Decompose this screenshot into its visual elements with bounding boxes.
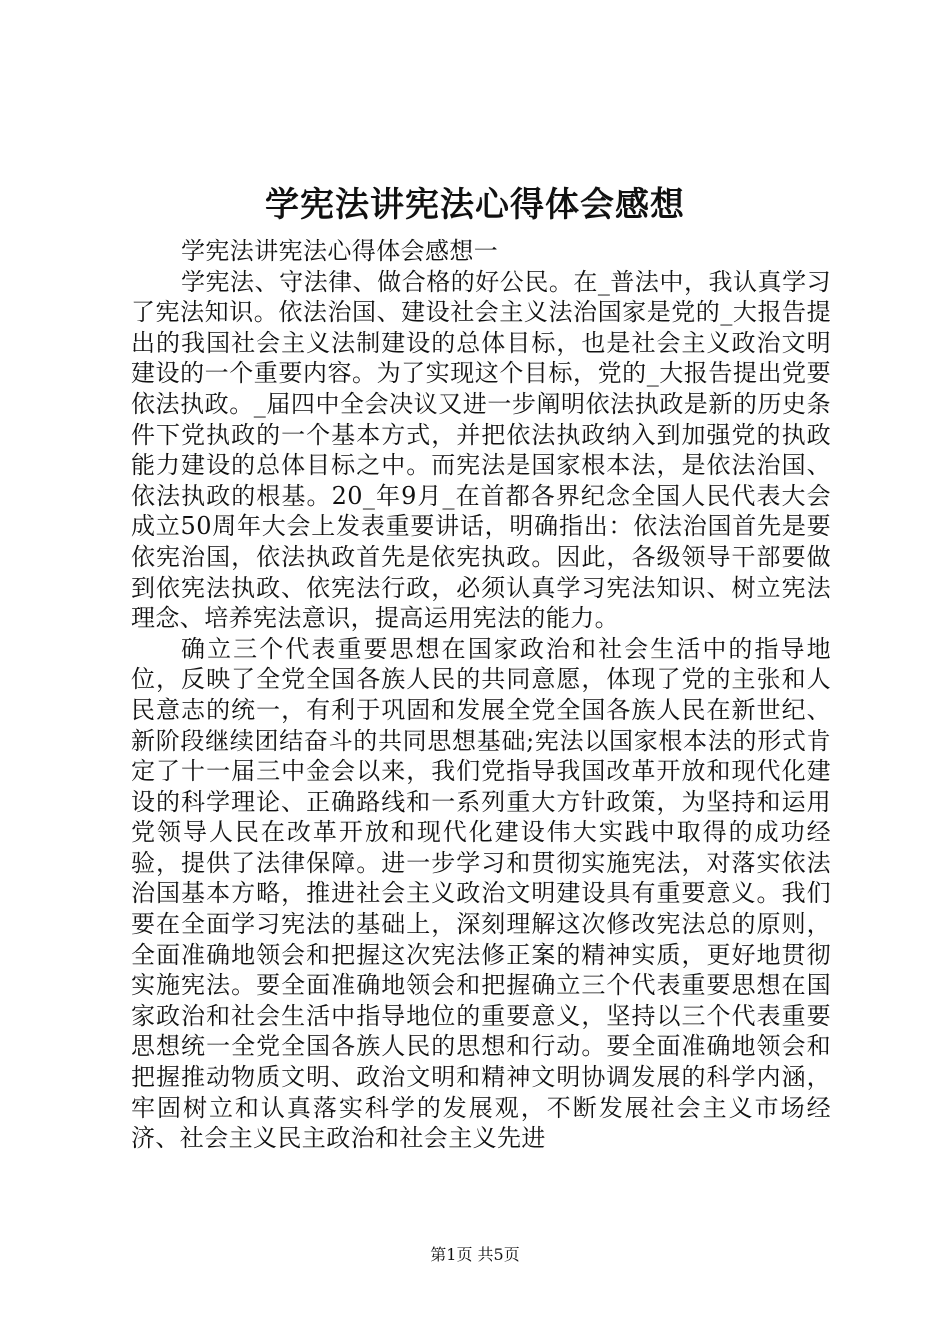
document-title: 学宪法讲宪法心得体会感想 <box>265 185 685 225</box>
paragraph-1: 学宪法、守法律、做合格的好公民。在_普法中，我认真学习了宪法知识。依法治国、建设社会主义法治国家是党的_大报告提出的我国社会主义法制建设的总体目标，也是社会主义政治文明建设的一个重要内容。为了实现这个目标，党的_大报告提出党要依法执政。_届四中全会决议又进一步阐明依法执政是新的历史条件下党执政的一个基本方式，并把依法执政纳入到加强党的执政能力建设的总体目标之中。而宪法是国家根本法，是依法治国、依法执政的根基。20_年9月_在首都各界纪念全国人民代表大会成立50周年大会上发表重要讲话，明确指出：依法治国首先是要依宪治国，依法执政首先是依宪执政。因此，各级领导干部要做到依宪法执政、依宪法行政，必须认真学习宪法知识、树立宪法理念、培养宪法意识，提高运用宪法的能力。 <box>131 267 831 633</box>
paragraph-subtitle: 学宪法讲宪法心得体会感想一 <box>181 237 499 265</box>
document-body <box>131 236 831 1154</box>
paragraph-2: 确立三个代表重要思想在国家政治和社会生活中的指导地位，反映了全党全国各族人民的共同意愿，体现了党的主张和人民意志的统一，有利于巩固和发展全党全国各族人民在新世纪、新阶段继续团结奋斗的共同思想基础;宪法以国家根本法的形式肯定了十一届三中金会以来，我们党指导我国改革开放和现代化建设的科学理论、正确路线和一系列重大方针政策，为坚持和运用党领导人民在改革开放和现代化建设伟大实践中取得的成功经验，提供了法律保障。进一步学习和贯彻实施宪法，对落实依法治国基本方略，推进社会主义政治文明建设具有重要意义。我们要在全面学习宪法的基础上，深刻理解这次修改宪法总的原则，全面准确地领会和把握这次宪法修正案的精神实质，更好地贯彻实施宪法。要全面准确地领会和把握确立三个代表重要思想在国家政治和社会生活中指导地位的重要意义，坚持以三个代表重要思想统一全党全国各族人民的思想和行动。要全面准确地领会和把握推动物质文明、政治文明和精神文明协调发展的科学内涵，牢固树立和认真落实科学的发展观，不断发展社会主义市场经济、社会主义民主政治和社会主义先进 <box>131 634 831 1153</box>
page-footer: 第1页 共5页 <box>430 1245 520 1264</box>
